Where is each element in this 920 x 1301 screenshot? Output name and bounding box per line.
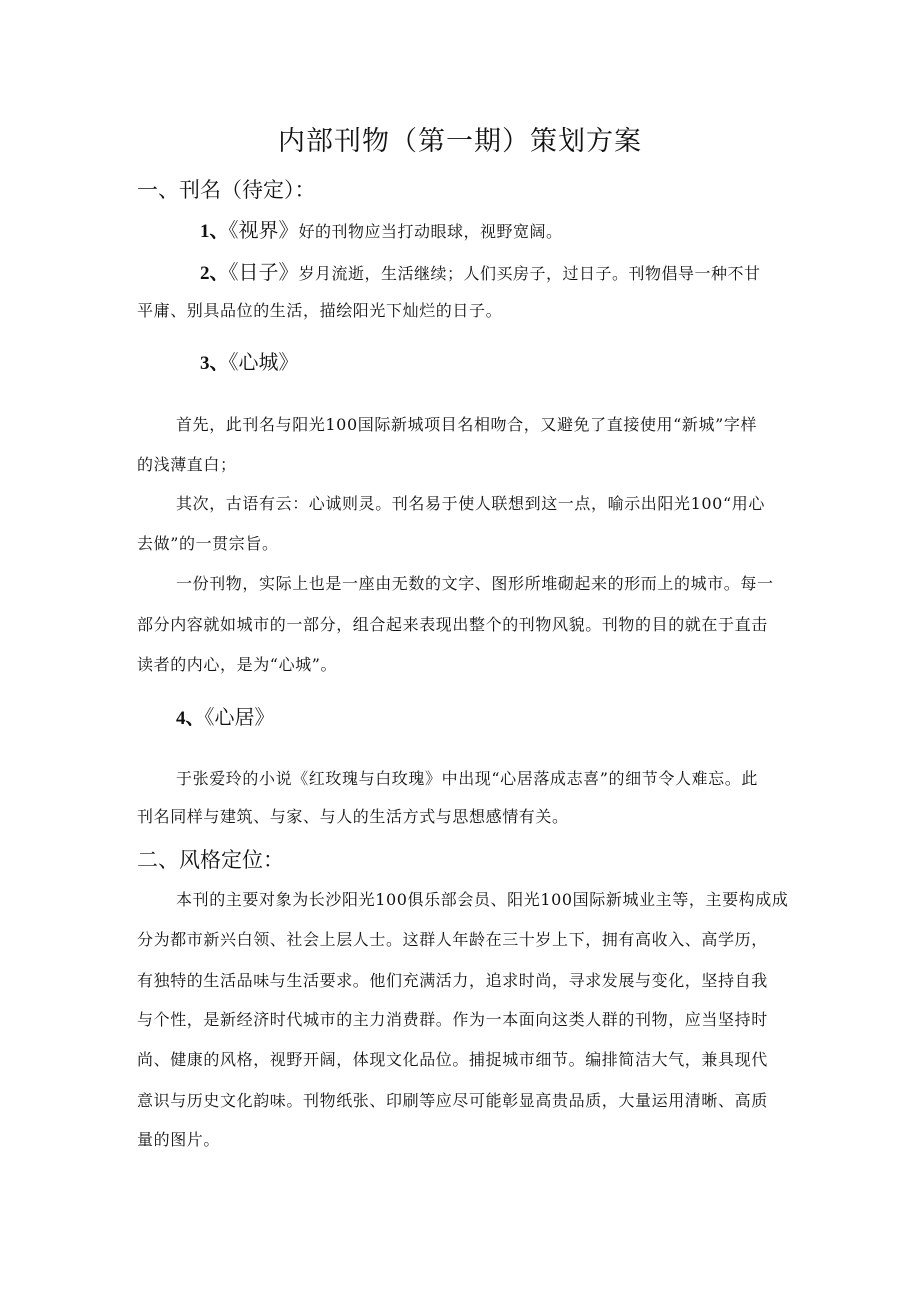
- title-option-name: 《心居》: [204, 705, 275, 729]
- paragraph-line: 一份刊物，实际上也是一座由无数的文字、图形所堆砌起来的形而上的城市。每一: [176, 574, 774, 593]
- paragraph-line: 有独特的生活品味与生活要求。他们充满活力，追求时尚，寻求发展与变化，坚持自我: [137, 971, 768, 990]
- section-heading-title-options: 一、刊名（待定）：: [137, 178, 316, 202]
- paragraph-line: 首先，此刊名与阳光100国际新城项目名相吻合，又避免了直接使用“新城”字样: [176, 415, 758, 434]
- paragraph-line: 平庸、别具品位的生活，描绘阳光下灿烂的日子。: [137, 301, 503, 320]
- paragraph-line: 的浅薄直白；: [137, 455, 237, 474]
- paragraph-line: 其次，古语有云：心诚则灵。刊名易于使人联想到这一点，喻示出阳光100“用心: [176, 494, 765, 513]
- title-option-name: 《日子》: [228, 260, 299, 284]
- paragraph-line: 部分内容就如城市的一部分，组合起来表现出整个的刊物风貌。刊物的目的就在于直击: [137, 615, 768, 634]
- paragraph-line: 读者的内心，是为“心城”。: [137, 655, 338, 674]
- paragraph-line: 分为都市新兴白领、社会上层人士。这群人年龄在三十岁上下，拥有高收入、高学历，: [137, 930, 768, 949]
- paragraph-line: 量的图片。: [137, 1130, 221, 1149]
- paragraph-line: 意识与历史文化韵味。刊物纸张、印刷等应尽可能彰显高贵品质，大量运用清晰、高质: [137, 1091, 768, 1110]
- title-option-number: 1、: [200, 221, 229, 242]
- paragraph-line: 刊名同样与建筑、与家、与人的生活方式与思想感情有关。: [137, 807, 569, 826]
- title-option-number: 2、: [200, 263, 229, 284]
- paragraph-line: 去做”的一贯宗旨。: [137, 534, 279, 553]
- title-option-description: 好的刊物应当打动眼球，视野宽阔。: [298, 222, 563, 241]
- paragraph-line: 尚、健康的风格，视野开阔，体现文化品位。捕捉城市细节。编排简洁大气，兼具现代: [137, 1050, 768, 1069]
- title-option-4: [176, 702, 275, 734]
- title-option-2: [200, 257, 761, 289]
- paragraph-line: 本刊的主要对象为长沙阳光100俱乐部会员、阳光100国际新城业主等，主要构成成: [176, 890, 789, 909]
- paragraph-line: 与个性，是新经济时代城市的主力消费群。作为一本面向这类人群的刊物，应当坚持时: [137, 1010, 768, 1029]
- document-title: 内部刊物（第一期）策划方案: [278, 126, 642, 157]
- title-option-description: 岁月流逝，生活继续；人们买房子，过日子。刊物倡导一种不甘: [298, 264, 761, 283]
- title-option-name: 《视界》: [228, 218, 299, 242]
- title-option-name: 《心城》: [228, 350, 299, 374]
- title-option-number: 3、: [200, 353, 229, 374]
- section-heading-style-positioning: 二、风格定位：: [137, 848, 284, 872]
- title-option-number: 4、: [176, 708, 205, 729]
- paragraph-line: 于张爱玲的小说《红玫瑰与白玫瑰》中出现“心居落成志喜”的细节令人难忘。此: [176, 769, 758, 788]
- title-option-1: [200, 215, 563, 247]
- title-option-3: [200, 347, 299, 379]
